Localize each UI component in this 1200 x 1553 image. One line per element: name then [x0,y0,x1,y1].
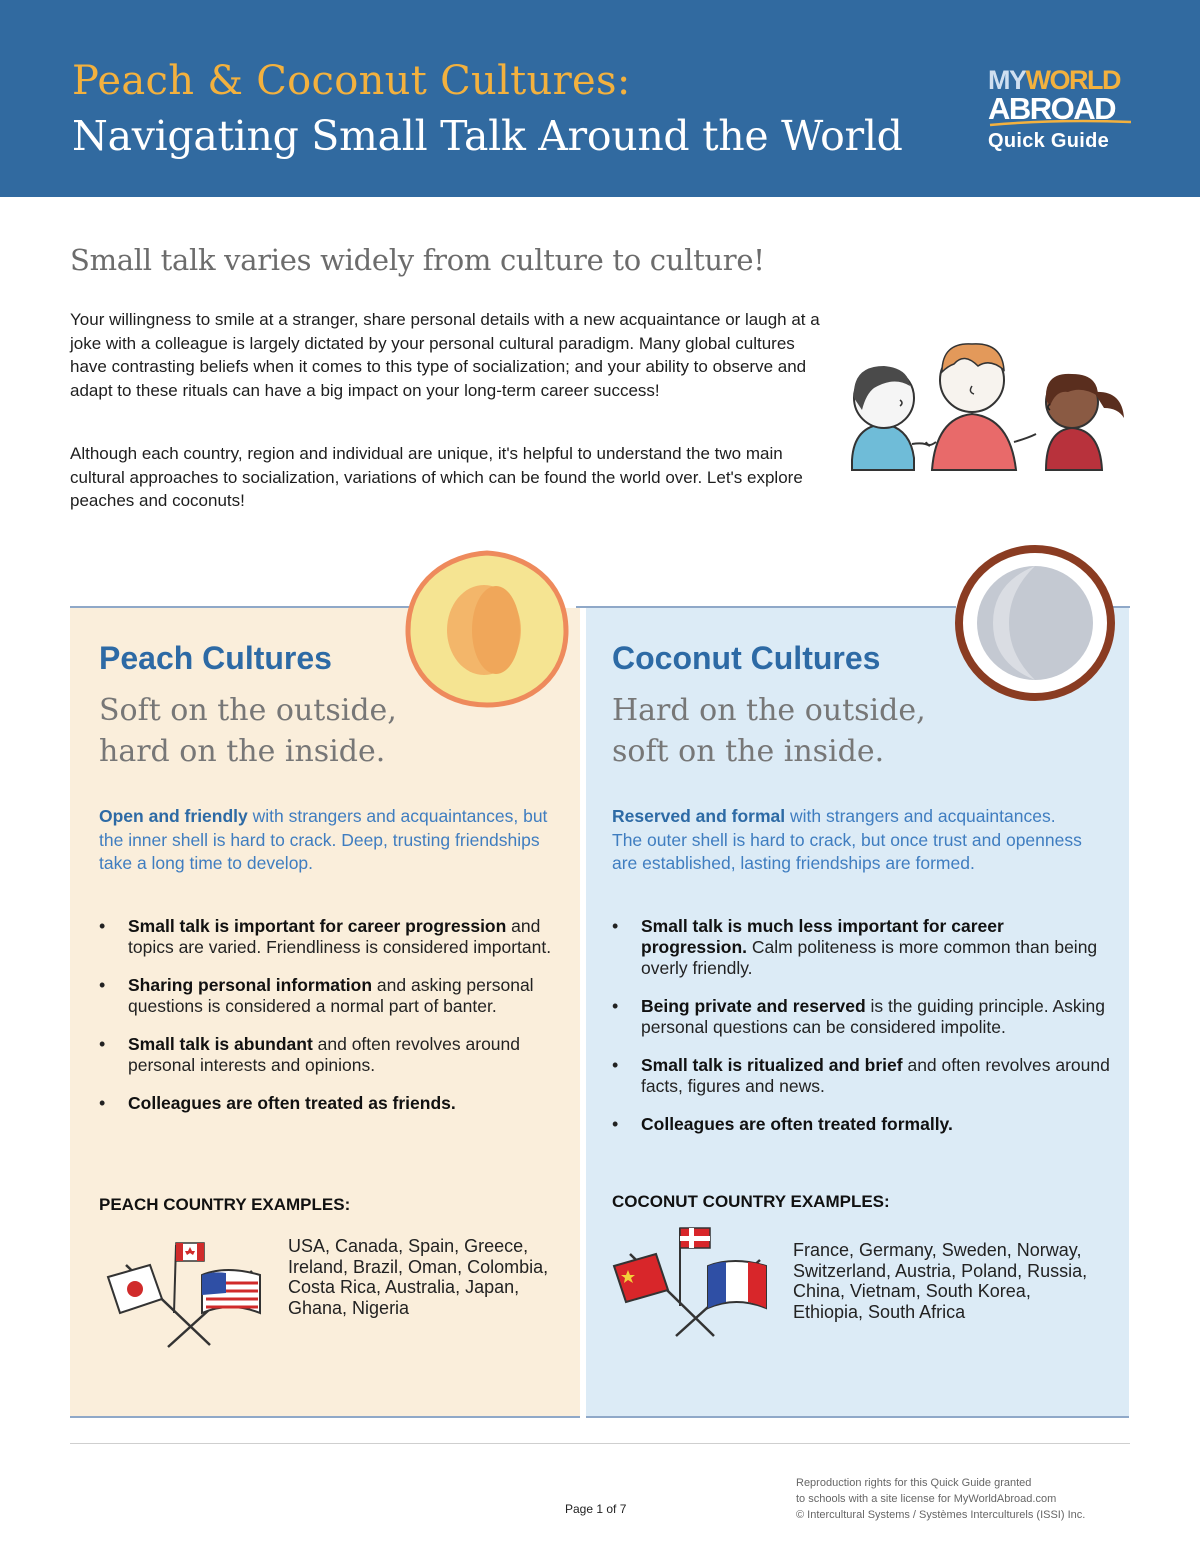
people-illustration [832,330,1142,480]
coconut-bullet: • Being private and reserved is the guiding principle. Asking personal questions can be considered impolite. [612,996,1112,1038]
coconut-bullet: • Small talk is ritualized and brief and often revolves around facts, figures and news. [612,1055,1112,1097]
logo-quick-guide: Quick Guide [988,130,1110,152]
intro-paragraph-1: Your willingness to smile at a stranger, share personal details with a new acquaintance or laugh at a joke with a colleague is largely dictated by your personal cultural paradigm. Many global cultures have contrasting beliefs when it comes to this type of socialization; and your ability to observe and adapt to these rituals can have a big impact on your long-term career success! [70,310,820,400]
peach-bullet: • Small talk is abundant and often revolves around personal interests and opinions. [99,1034,559,1076]
peach-bullet-list [99,916,559,1131]
reproduction-notice-line-1: Reproduction rights for this Quick Guide granted [796,1477,1032,1489]
intro-paragraph-2: Although each country, region and individual are unique, it's helpful to understand the two main cultural approaches to socialization, variations of which can be found the world over. Let's explore peaches and coconuts! [70,444,803,510]
coconut-description [612,805,1082,876]
coconut-bullet: • Colleagues are often treated formally. [612,1114,1112,1135]
logo-world: WORLD [1025,65,1120,95]
coconut-subheading-line-2: soft on the inside. [612,734,885,769]
footer-divider [70,1443,1130,1444]
coconut-bullet-list [612,916,1112,1152]
title-line-1: Peach & Coconut Cultures: [72,58,631,104]
coconut-description-bold: Reserved and formal [612,806,786,826]
peach-bottom-rule [70,1416,580,1418]
coconut-bullet: • Small talk is much less important for career progression. Calm politeness is more common than being overly friendly. [612,916,1112,979]
coconut-flags-icon [610,1222,780,1340]
peach-description [99,805,549,876]
page-number: Page 1 of 7 [565,1502,627,1516]
peach-icon [402,549,572,709]
coconut-bottom-rule [586,1416,1129,1418]
coconut-description-text: with strangers and acquaintances. The outer shell is hard to crack, but once trust and openness are established, lasting friendships are formed. [612,806,1082,873]
logo [988,66,1133,153]
coconut-country-examples: France, Germany, Sweden, Norway, Switzerland, Austria, Poland, Russia, China, Vietnam, South Korea, Ethiopia, South Africa [793,1240,1088,1322]
intro-heading: Small talk varies widely from culture to culture! [70,243,765,277]
coconut-icon [953,543,1117,703]
reproduction-notice-line-2: to schools with a site license for MyWorldAbroad.com [796,1493,1057,1505]
peach-subheading-line-1: Soft on the outside, [99,693,397,728]
coconut-heading: Coconut Cultures [612,640,881,676]
peach-flags-icon [102,1235,272,1350]
peach-country-examples: USA, Canada, Spain, Greece, Ireland, Brazil, Oman, Colombia, Costa Rica, Australia, Japan, Ghana, Nigeria [288,1236,549,1318]
reproduction-notice-line-3: © Intercultural Systems / Systèmes Interculturels (ISSI) Inc. [796,1509,1086,1521]
coconut-examples-heading: COCONUT COUNTRY EXAMPLES: [612,1192,890,1211]
peach-top-rule [70,606,412,608]
coconut-top-rule [576,606,956,608]
peach-examples-heading: PEACH COUNTRY EXAMPLES: [99,1195,351,1214]
peach-description-bold: Open and friendly [99,806,248,826]
logo-my: MY [988,65,1026,95]
logo-abroad: ABROAD [988,91,1116,126]
peach-subheading [99,690,397,772]
peach-description-text: with strangers and acquaintances, but the inner shell is hard to crack. Deep, trusting friendships take a long time to develop. [99,806,548,873]
peach-heading: Peach Cultures [99,640,332,676]
reproduction-notice [796,1475,1126,1523]
coconut-subheading-line-1: Hard on the outside, [612,693,926,728]
peach-subheading-line-2: hard on the inside. [99,734,386,769]
peach-bullet: • Sharing personal information and asking personal questions is considered a normal part of banter. [99,975,559,1017]
peach-bullet: • Small talk is important for career progression and topics are varied. Friendliness is considered important. [99,916,559,958]
coconut-subheading [612,690,926,772]
logo-swoosh-icon [988,119,1133,127]
header-banner [0,0,1200,197]
peach-bullet: • Colleagues are often treated as friends. [99,1093,559,1114]
title-line-2: Navigating Small Talk Around the World [72,112,903,160]
